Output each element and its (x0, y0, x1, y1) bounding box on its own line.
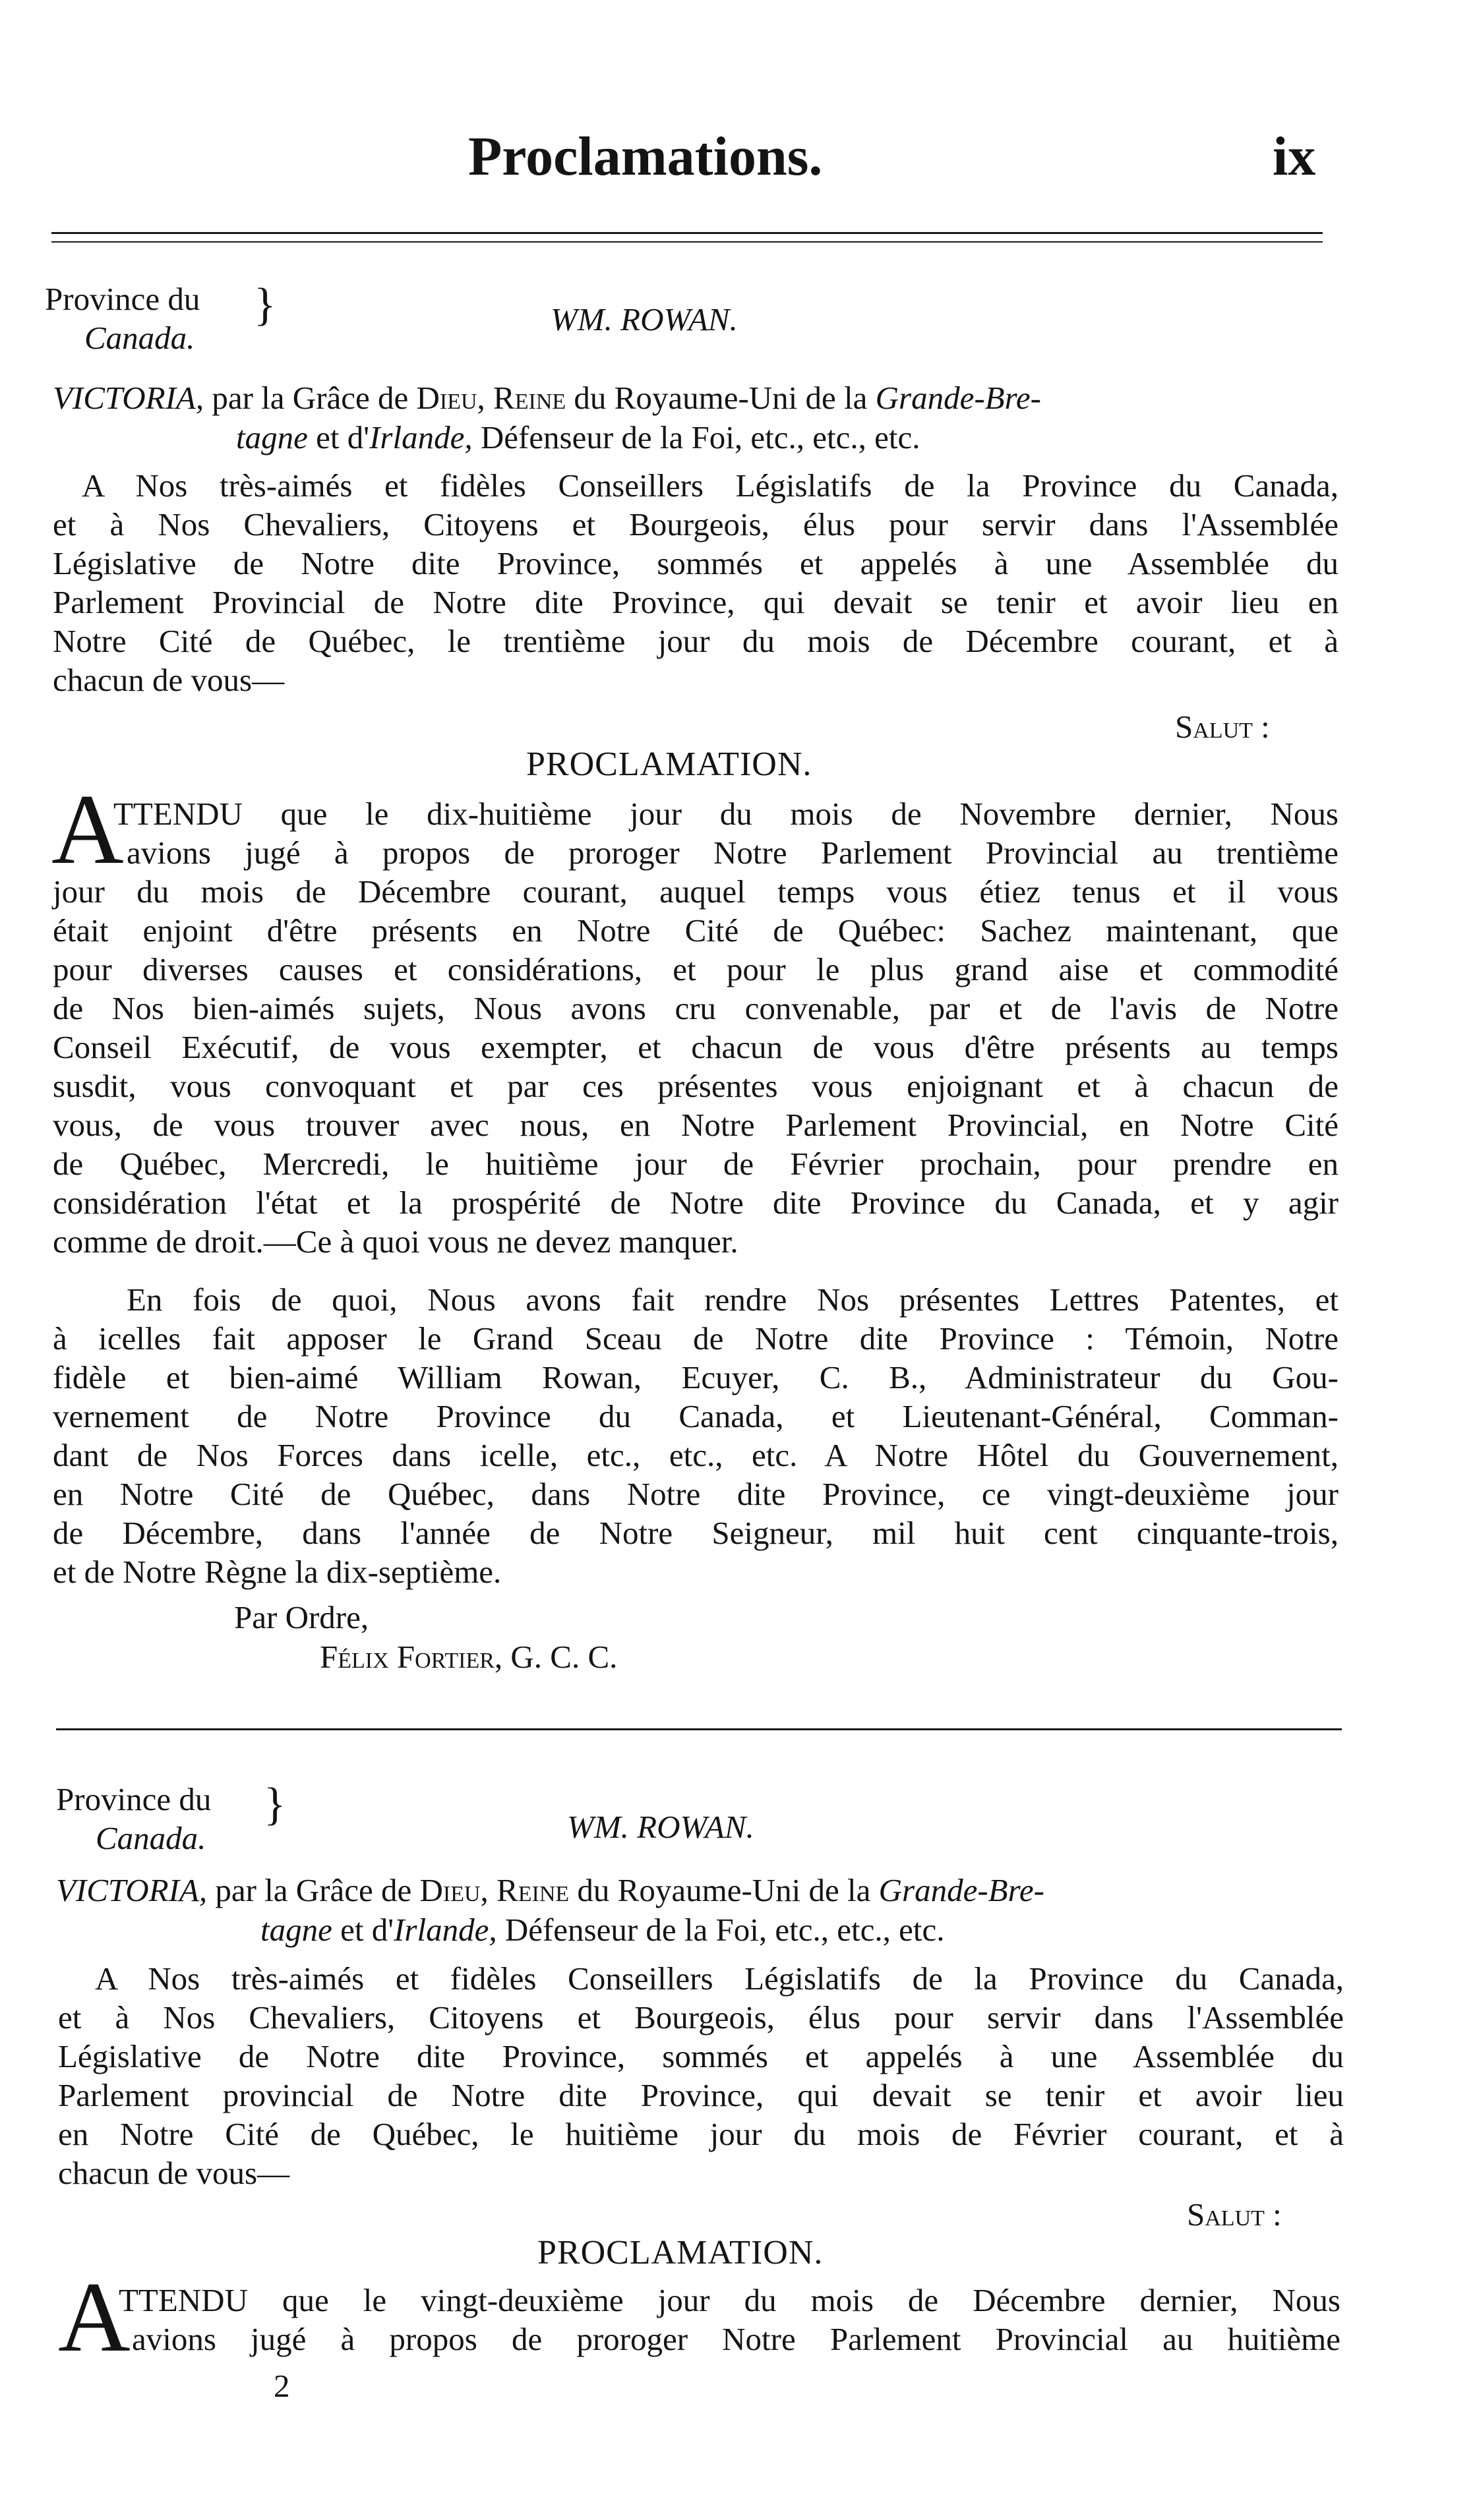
address-line: Législative de Notre dite Province, sommés et appelés à une Assemblée du (58, 2038, 1344, 2074)
body-line: comme de droit.—Ce à quoi vous ne devez manquer. (53, 1223, 738, 1260)
body-line: TTENDU que le dix-huitième jour du mois de Novembre dernier, Nous (113, 796, 1339, 832)
body-line: vous, de vous trouver avec nous, en Notre Parlement Provincial, en Notre Cité (53, 1107, 1339, 1143)
body-line: avions jugé à propos de proroger Notre Parlement Provincial au huitième (132, 2321, 1340, 2357)
witness-line: à icelles fait apposer le Grand Sceau de Notre dite Province : Témoin, Notre (53, 1320, 1339, 1357)
province-label: Province du Canada. (56, 1781, 212, 1856)
witness-line: et de Notre Règne la dix-septième. (53, 1554, 502, 1590)
page-number: ix (1273, 126, 1316, 187)
witness-line: En fois de quoi, Nous avons fait rendre Nos présentes Lettres Patentes, et (127, 1281, 1339, 1318)
drop-cap: A (51, 774, 124, 885)
victoria-title: VICTORIA, par la Grâce de Dieu, Reine du Royaume-Uni de la Grande-Bre- (53, 380, 1041, 416)
proclamation-heading: PROCLAMATION. (537, 2234, 824, 2271)
address-line: A Nos très-aimés et fidèles Conseillers Législatifs de la Province du Canada, (95, 1960, 1344, 1997)
brace-icon: } (264, 1779, 286, 1830)
body-line: de Québec, Mercredi, le huitième jour de Février prochain, pour prendre en (53, 1146, 1339, 1182)
witness-paragraph (53, 1280, 1339, 1591)
witness-line: de Décembre, dans l'année de Notre Seigneur, mil huit cent cinquante-trois, (53, 1515, 1339, 1551)
header-rule-top (51, 232, 1323, 234)
body-line: Conseil Exécutif, de vous exempter, et chacun de vous d'être présents au temps (53, 1029, 1339, 1065)
address-line: en Notre Cité de Québec, le huitième jour du mois de Février courant, et à (58, 2116, 1344, 2152)
address-line: A Nos très-aimés et fidèles Conseillers Législatifs de la Province du Canada, (82, 467, 1339, 504)
signature-mark: 2 (274, 2368, 290, 2404)
drop-cap: A (58, 2262, 131, 2372)
section-divider (56, 1728, 1342, 1730)
victoria-title-cont: tagne et d'Irlande, Défenseur de la Foi, etc., etc., etc. (236, 419, 920, 455)
victoria-title-cont: tagne et d'Irlande, Défenseur de la Foi, etc., etc., etc. (260, 1912, 945, 1948)
proclamation-heading: PROCLAMATION. (526, 746, 812, 783)
header-rule-bottom (51, 241, 1323, 243)
address-line: Parlement provincial de Notre dite Province, qui devait se tenir et avoir lieu (58, 2077, 1344, 2113)
proclamation-body (58, 2281, 1340, 2359)
salut: Salut : (1175, 709, 1270, 745)
address-line: et à Nos Chevaliers, Citoyens et Bourgeois, élus pour servir dans l'Assemblée (58, 1999, 1344, 2036)
par-ordre: Par Ordre, (234, 1599, 369, 1635)
address-line: et à Nos Chevaliers, Citoyens et Bourgeois, élus pour servir dans l'Assemblée (53, 506, 1339, 542)
address-line: chacun de vous— (58, 2155, 290, 2191)
governor-name: WM. ROWAN. (551, 301, 738, 337)
address-line: Législative de Notre dite Province, sommés et appelés à une Assemblée du (53, 545, 1339, 581)
witness-line: dant de Nos Forces dans icelle, etc., etc., etc. A Notre Hôtel du Gouvernement, (53, 1437, 1339, 1473)
body-line: considération l'état et la prospérité de Notre dite Province du Canada, et y agir (53, 1185, 1339, 1221)
witness-line: fidèle et bien-aimé William Rowan, Ecuyer, C. B., Administrateur du Gou- (53, 1359, 1339, 1395)
body-line: de Nos bien-aimés sujets, Nous avons cru convenable, par et de l'avis de Notre (53, 990, 1339, 1026)
governor-name: WM. ROWAN. (567, 1809, 754, 1845)
address-line: chacun de vous— (53, 662, 285, 698)
address-line: Notre Cité de Québec, le trentième jour du mois de Décembre courant, et à (53, 623, 1339, 659)
body-line: jour du mois de Décembre courant, auquel temps vous étiez tenus et il vous (53, 873, 1339, 910)
address-paragraph (53, 466, 1339, 699)
body-line: était enjoint d'être présents en Notre Cité de Québec: Sachez maintenant, que (53, 912, 1339, 949)
body-line: TTENDU que le vingt-deuxième jour du mois de Décembre dernier, Nous (119, 2282, 1340, 2318)
witness-line: vernement de Notre Province du Canada, et Lieutenant-Général, Comman- (53, 1398, 1339, 1434)
province-label: Province du Canada. (45, 281, 200, 356)
witness-line: en Notre Cité de Québec, dans Notre dite Province, ce vingt-deuxième jour (53, 1476, 1339, 1512)
victoria-title: VICTORIA, par la Grâce de Dieu, Reine du Royaume-Uni de la Grande-Bre- (56, 1872, 1044, 1908)
brace-icon: } (254, 279, 276, 330)
address-paragraph (58, 1959, 1344, 2192)
page-title: Proclamations. (468, 126, 823, 187)
proclamation-body (53, 794, 1339, 1261)
body-line: susdit, vous convoquant et par ces présentes vous enjoignant et à chacun de (53, 1068, 1339, 1104)
signatory: Félix Fortier, G. C. C. (320, 1639, 618, 1675)
body-line: avions jugé à propos de proroger Notre Parlement Provincial au trentième (127, 835, 1339, 871)
salut: Salut : (1187, 2196, 1282, 2233)
body-line: pour diverses causes et considérations, et pour le plus grand aise et commodité (53, 951, 1339, 987)
address-line: Parlement Provincial de Notre dite Province, qui devait se tenir et avoir lieu en (53, 584, 1339, 620)
